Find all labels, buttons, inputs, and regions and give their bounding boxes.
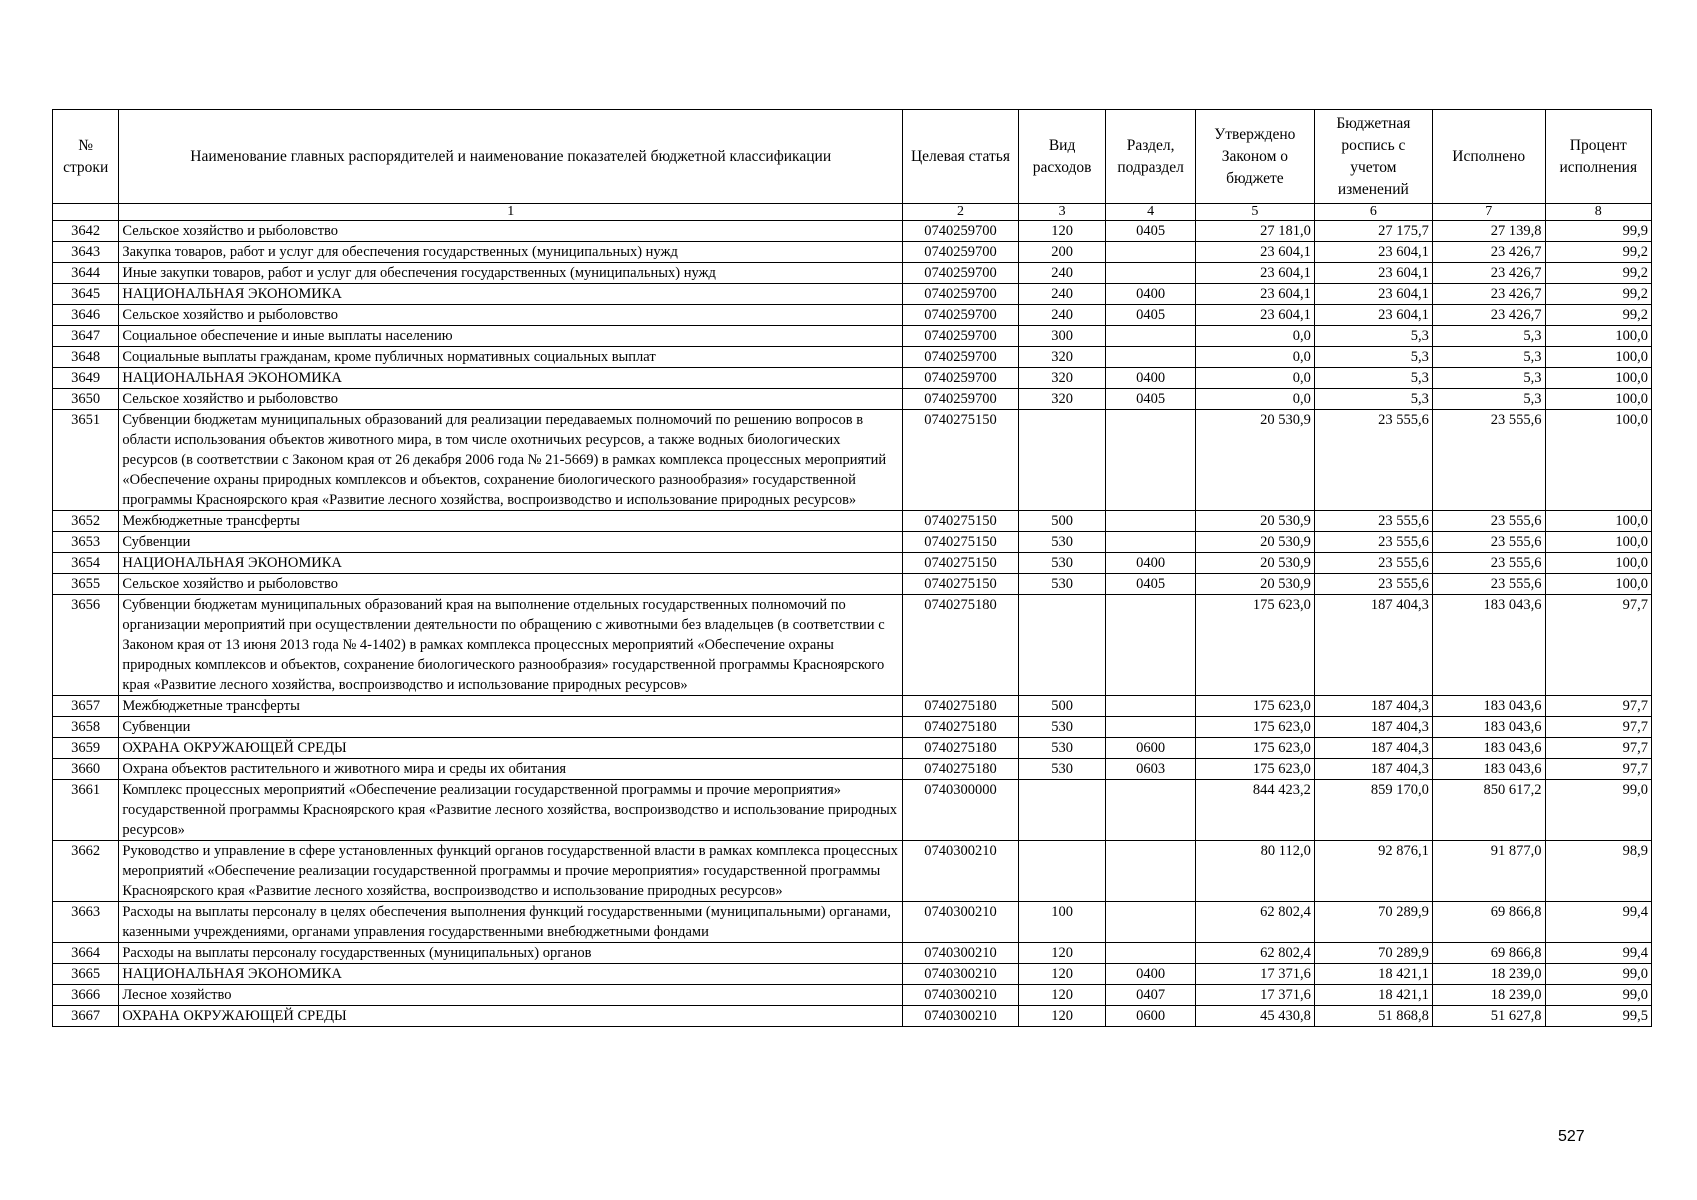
row-executed-cell: 183 043,6 <box>1432 759 1545 780</box>
row-percent-cell: 97,7 <box>1545 759 1651 780</box>
row-schedule-cell: 27 175,7 <box>1314 221 1432 242</box>
row-section-cell: 0603 <box>1106 759 1196 780</box>
row-number-cell: 3654 <box>53 553 119 574</box>
row-approved-cell: 23 604,1 <box>1195 242 1314 263</box>
row-name-cell: ОХРАНА ОКРУЖАЮЩЕЙ СРЕДЫ <box>119 738 903 759</box>
table-header-row <box>53 110 1652 204</box>
row-expense-kind-cell: 120 <box>1018 943 1105 964</box>
row-schedule-cell: 187 404,3 <box>1314 759 1432 780</box>
row-section-cell: 0405 <box>1106 389 1196 410</box>
row-number-cell: 3656 <box>53 595 119 696</box>
row-expense-kind-cell: 120 <box>1018 221 1105 242</box>
row-name-cell: Руководство и управление в сфере установленных функций органов государственной власти в рамках комплекса процессных мероприятий «Обеспечение реализации государственной программы и прочие мероприятия» государственной программы Красноярского края «Развитие лесного хозяйства, воспроизводство и использование природных ресурсов» <box>119 841 903 902</box>
row-number-cell: 3660 <box>53 759 119 780</box>
header-section: Раздел, подраздел <box>1106 110 1196 204</box>
row-name-cell: НАЦИОНАЛЬНАЯ ЭКОНОМИКА <box>119 368 903 389</box>
row-name-cell: Социальное обеспечение и иные выплаты населению <box>119 326 903 347</box>
row-section-cell <box>1106 595 1196 696</box>
row-schedule-cell: 23 604,1 <box>1314 305 1432 326</box>
column-index: 2 <box>903 204 1019 221</box>
column-index-row <box>53 204 1652 221</box>
row-expense-kind-cell: 200 <box>1018 242 1105 263</box>
row-schedule-cell: 23 604,1 <box>1314 284 1432 305</box>
row-target-article-cell: 0740275180 <box>903 595 1019 696</box>
row-target-article-cell: 0740259700 <box>903 305 1019 326</box>
row-target-article-cell: 0740259700 <box>903 242 1019 263</box>
row-approved-cell: 62 802,4 <box>1195 902 1314 943</box>
row-percent-cell: 100,0 <box>1545 511 1651 532</box>
row-name-cell: Субвенции бюджетам муниципальных образований для реализации передаваемых полномочий по решению вопросов в области использования объектов животного мира, в том числе охотничьих ресурсов, а также водных биологических ресурсов (в соответствии с Законом края от 26 декабря 2006 года № 21-5669) в рамках комплекса процессных мероприятий «Обеспечение охраны природных комплексов и объектов, сохранение биологического разнообразия» государственной программы Красноярского края «Развитие лесного хозяйства, воспроизводство и использование природных ресурсов» <box>119 410 903 511</box>
table-row <box>53 964 1652 985</box>
row-schedule-cell: 51 868,8 <box>1314 1006 1432 1027</box>
row-section-cell: 0407 <box>1106 985 1196 1006</box>
table-row <box>53 759 1652 780</box>
row-schedule-cell: 18 421,1 <box>1314 985 1432 1006</box>
table-row <box>53 221 1652 242</box>
row-expense-kind-cell <box>1018 780 1105 841</box>
row-percent-cell: 99,4 <box>1545 902 1651 943</box>
row-percent-cell: 97,7 <box>1545 595 1651 696</box>
row-percent-cell: 99,0 <box>1545 964 1651 985</box>
row-executed-cell: 5,3 <box>1432 389 1545 410</box>
row-name-cell: Сельское хозяйство и рыболовство <box>119 389 903 410</box>
row-expense-kind-cell: 530 <box>1018 738 1105 759</box>
row-expense-kind-cell: 320 <box>1018 347 1105 368</box>
row-executed-cell: 51 627,8 <box>1432 1006 1545 1027</box>
row-section-cell: 0600 <box>1106 738 1196 759</box>
row-expense-kind-cell: 100 <box>1018 902 1105 943</box>
row-target-article-cell: 0740300210 <box>903 985 1019 1006</box>
row-expense-kind-cell: 120 <box>1018 1006 1105 1027</box>
row-executed-cell: 5,3 <box>1432 347 1545 368</box>
row-schedule-cell: 187 404,3 <box>1314 696 1432 717</box>
row-approved-cell: 27 181,0 <box>1195 221 1314 242</box>
budget-execution-table <box>52 109 1652 1027</box>
row-name-cell: ОХРАНА ОКРУЖАЮЩЕЙ СРЕДЫ <box>119 1006 903 1027</box>
row-target-article-cell: 0740300210 <box>903 964 1019 985</box>
row-name-cell: НАЦИОНАЛЬНАЯ ЭКОНОМИКА <box>119 964 903 985</box>
row-expense-kind-cell: 530 <box>1018 574 1105 595</box>
row-expense-kind-cell: 530 <box>1018 553 1105 574</box>
row-expense-kind-cell <box>1018 595 1105 696</box>
row-executed-cell: 23 555,6 <box>1432 410 1545 511</box>
row-expense-kind-cell: 320 <box>1018 389 1105 410</box>
row-number-cell: 3657 <box>53 696 119 717</box>
table-row <box>53 305 1652 326</box>
row-number-cell: 3664 <box>53 943 119 964</box>
row-percent-cell: 100,0 <box>1545 574 1651 595</box>
row-target-article-cell: 0740300210 <box>903 841 1019 902</box>
table-row <box>53 595 1652 696</box>
row-section-cell <box>1106 410 1196 511</box>
row-schedule-cell: 187 404,3 <box>1314 595 1432 696</box>
row-name-cell: Комплекс процессных мероприятий «Обеспечение реализации государственной программы и прочие мероприятия» государственной программы Красноярского края «Развитие лесного хозяйства, воспроизводство и использование природных ресурсов» <box>119 780 903 841</box>
row-approved-cell: 844 423,2 <box>1195 780 1314 841</box>
row-schedule-cell: 187 404,3 <box>1314 717 1432 738</box>
row-target-article-cell: 0740259700 <box>903 326 1019 347</box>
row-executed-cell: 5,3 <box>1432 326 1545 347</box>
row-approved-cell: 17 371,6 <box>1195 964 1314 985</box>
row-executed-cell: 18 239,0 <box>1432 985 1545 1006</box>
column-index: 7 <box>1432 204 1545 221</box>
row-section-cell: 0405 <box>1106 221 1196 242</box>
row-number-cell: 3652 <box>53 511 119 532</box>
row-section-cell <box>1106 717 1196 738</box>
row-percent-cell: 99,2 <box>1545 263 1651 284</box>
table-row <box>53 902 1652 943</box>
row-target-article-cell: 0740275150 <box>903 532 1019 553</box>
row-percent-cell: 100,0 <box>1545 553 1651 574</box>
row-target-article-cell: 0740259700 <box>903 284 1019 305</box>
row-schedule-cell: 70 289,9 <box>1314 943 1432 964</box>
row-executed-cell: 23 555,6 <box>1432 532 1545 553</box>
row-percent-cell: 100,0 <box>1545 326 1651 347</box>
row-approved-cell: 0,0 <box>1195 368 1314 389</box>
row-name-cell: НАЦИОНАЛЬНАЯ ЭКОНОМИКА <box>119 553 903 574</box>
row-number-cell: 3655 <box>53 574 119 595</box>
row-section-cell: 0400 <box>1106 964 1196 985</box>
row-name-cell: Закупка товаров, работ и услуг для обеспечения государственных (муниципальных) нужд <box>119 242 903 263</box>
row-schedule-cell: 92 876,1 <box>1314 841 1432 902</box>
row-schedule-cell: 23 555,6 <box>1314 410 1432 511</box>
column-index: 5 <box>1195 204 1314 221</box>
table-row <box>53 242 1652 263</box>
row-approved-cell: 80 112,0 <box>1195 841 1314 902</box>
row-expense-kind-cell <box>1018 841 1105 902</box>
row-target-article-cell: 0740300210 <box>903 1006 1019 1027</box>
row-percent-cell: 99,2 <box>1545 284 1651 305</box>
row-executed-cell: 23 555,6 <box>1432 574 1545 595</box>
row-target-article-cell: 0740300210 <box>903 902 1019 943</box>
row-percent-cell: 99,0 <box>1545 985 1651 1006</box>
row-section-cell <box>1106 263 1196 284</box>
row-target-article-cell: 0740275180 <box>903 696 1019 717</box>
row-section-cell: 0405 <box>1106 305 1196 326</box>
row-name-cell: Охрана объектов растительного и животного мира и среды их обитания <box>119 759 903 780</box>
row-approved-cell: 62 802,4 <box>1195 943 1314 964</box>
row-executed-cell: 23 426,7 <box>1432 263 1545 284</box>
row-name-cell: Расходы на выплаты персоналу государственных (муниципальных) органов <box>119 943 903 964</box>
row-number-cell: 3663 <box>53 902 119 943</box>
header-budget-schedule: Бюджетная роспись с учетом изменений <box>1314 110 1432 204</box>
row-section-cell <box>1106 943 1196 964</box>
row-name-cell: Субвенции бюджетам муниципальных образований края на выполнение отдельных государственных полномочий по организации мероприятий при осуществлении деятельности по обращению с животными без владельцев (в соответствии с Законом края от 13 июня 2013 года № 4-1402) в рамках комплекса процессных мероприятий «Обеспечение охраны природных комплексов и объектов, сохранение биологического разнообразия» государственной программы Красноярского края «Развитие лесного хозяйства, воспроизводство и использование природных ресурсов» <box>119 595 903 696</box>
row-name-cell: НАЦИОНАЛЬНАЯ ЭКОНОМИКА <box>119 284 903 305</box>
row-approved-cell: 175 623,0 <box>1195 696 1314 717</box>
row-percent-cell: 100,0 <box>1545 389 1651 410</box>
row-schedule-cell: 18 421,1 <box>1314 964 1432 985</box>
row-schedule-cell: 23 555,6 <box>1314 511 1432 532</box>
row-name-cell: Лесное хозяйство <box>119 985 903 1006</box>
row-schedule-cell: 5,3 <box>1314 368 1432 389</box>
row-number-cell: 3643 <box>53 242 119 263</box>
table-row <box>53 841 1652 902</box>
column-index: 8 <box>1545 204 1651 221</box>
row-schedule-cell: 23 604,1 <box>1314 263 1432 284</box>
table-row <box>53 263 1652 284</box>
row-target-article-cell: 0740275180 <box>903 717 1019 738</box>
row-approved-cell: 17 371,6 <box>1195 985 1314 1006</box>
row-section-cell: 0400 <box>1106 284 1196 305</box>
row-expense-kind-cell: 500 <box>1018 696 1105 717</box>
row-name-cell: Сельское хозяйство и рыболовство <box>119 221 903 242</box>
row-approved-cell: 20 530,9 <box>1195 532 1314 553</box>
row-number-cell: 3666 <box>53 985 119 1006</box>
row-executed-cell: 23 555,6 <box>1432 511 1545 532</box>
row-name-cell: Иные закупки товаров, работ и услуг для обеспечения государственных (муниципальных) нужд <box>119 263 903 284</box>
row-target-article-cell: 0740275180 <box>903 759 1019 780</box>
row-number-cell: 3667 <box>53 1006 119 1027</box>
row-executed-cell: 69 866,8 <box>1432 902 1545 943</box>
row-section-cell: 0405 <box>1106 574 1196 595</box>
row-number-cell: 3650 <box>53 389 119 410</box>
row-name-cell: Социальные выплаты гражданам, кроме публичных нормативных социальных выплат <box>119 347 903 368</box>
row-executed-cell: 5,3 <box>1432 368 1545 389</box>
row-approved-cell: 175 623,0 <box>1195 595 1314 696</box>
row-schedule-cell: 23 555,6 <box>1314 574 1432 595</box>
row-executed-cell: 23 426,7 <box>1432 305 1545 326</box>
row-section-cell: 0400 <box>1106 368 1196 389</box>
row-number-cell: 3659 <box>53 738 119 759</box>
row-section-cell <box>1106 532 1196 553</box>
row-number-cell: 3661 <box>53 780 119 841</box>
row-expense-kind-cell: 240 <box>1018 305 1105 326</box>
row-target-article-cell: 0740275150 <box>903 574 1019 595</box>
row-section-cell <box>1106 902 1196 943</box>
row-expense-kind-cell: 240 <box>1018 263 1105 284</box>
row-percent-cell: 100,0 <box>1545 368 1651 389</box>
row-number-cell: 3648 <box>53 347 119 368</box>
table-row <box>53 389 1652 410</box>
row-target-article-cell: 0740259700 <box>903 368 1019 389</box>
table-row <box>53 532 1652 553</box>
row-name-cell: Субвенции <box>119 532 903 553</box>
table-body <box>53 221 1652 1027</box>
row-approved-cell: 175 623,0 <box>1195 759 1314 780</box>
row-executed-cell: 91 877,0 <box>1432 841 1545 902</box>
table-row <box>53 738 1652 759</box>
column-index: 1 <box>119 204 903 221</box>
row-expense-kind-cell: 300 <box>1018 326 1105 347</box>
row-approved-cell: 20 530,9 <box>1195 410 1314 511</box>
header-percent: Процент исполнения <box>1545 110 1651 204</box>
row-approved-cell: 175 623,0 <box>1195 717 1314 738</box>
table-row <box>53 347 1652 368</box>
table-row <box>53 985 1652 1006</box>
table-row <box>53 717 1652 738</box>
row-number-cell: 3645 <box>53 284 119 305</box>
table-row <box>53 696 1652 717</box>
header-row-number: № строки <box>53 110 119 204</box>
row-section-cell: 0600 <box>1106 1006 1196 1027</box>
row-schedule-cell: 23 555,6 <box>1314 532 1432 553</box>
table-row <box>53 410 1652 511</box>
row-section-cell <box>1106 326 1196 347</box>
row-target-article-cell: 0740300000 <box>903 780 1019 841</box>
row-schedule-cell: 5,3 <box>1314 347 1432 368</box>
row-target-article-cell: 0740259700 <box>903 347 1019 368</box>
row-target-article-cell: 0740275150 <box>903 553 1019 574</box>
row-target-article-cell: 0740275180 <box>903 738 1019 759</box>
row-percent-cell: 100,0 <box>1545 532 1651 553</box>
row-approved-cell: 20 530,9 <box>1195 574 1314 595</box>
row-expense-kind-cell: 500 <box>1018 511 1105 532</box>
row-percent-cell: 97,7 <box>1545 738 1651 759</box>
row-schedule-cell: 187 404,3 <box>1314 738 1432 759</box>
row-expense-kind-cell: 240 <box>1018 284 1105 305</box>
row-expense-kind-cell: 530 <box>1018 532 1105 553</box>
row-percent-cell: 97,7 <box>1545 717 1651 738</box>
row-executed-cell: 183 043,6 <box>1432 738 1545 759</box>
table-row <box>53 780 1652 841</box>
row-percent-cell: 100,0 <box>1545 410 1651 511</box>
row-name-cell: Межбюджетные трансферты <box>119 696 903 717</box>
row-executed-cell: 27 139,8 <box>1432 221 1545 242</box>
row-number-cell: 3649 <box>53 368 119 389</box>
row-approved-cell: 175 623,0 <box>1195 738 1314 759</box>
table-row <box>53 511 1652 532</box>
row-approved-cell: 0,0 <box>1195 347 1314 368</box>
header-name: Наименование главных распорядителей и наименование показателей бюджетной классификации <box>119 110 903 204</box>
row-executed-cell: 23 426,7 <box>1432 284 1545 305</box>
row-target-article-cell: 0740300210 <box>903 943 1019 964</box>
row-section-cell <box>1106 780 1196 841</box>
row-schedule-cell: 23 604,1 <box>1314 242 1432 263</box>
row-section-cell <box>1106 511 1196 532</box>
page-number: 527 <box>1558 1128 1585 1145</box>
row-executed-cell: 23 426,7 <box>1432 242 1545 263</box>
row-number-cell: 3653 <box>53 532 119 553</box>
row-percent-cell: 97,7 <box>1545 696 1651 717</box>
table-row <box>53 284 1652 305</box>
table-row <box>53 943 1652 964</box>
row-number-cell: 3644 <box>53 263 119 284</box>
row-section-cell <box>1106 696 1196 717</box>
row-number-cell: 3647 <box>53 326 119 347</box>
row-approved-cell: 20 530,9 <box>1195 553 1314 574</box>
row-approved-cell: 23 604,1 <box>1195 263 1314 284</box>
row-number-cell: 3658 <box>53 717 119 738</box>
table-row <box>53 574 1652 595</box>
row-section-cell <box>1106 841 1196 902</box>
row-section-cell <box>1106 242 1196 263</box>
table-row <box>53 553 1652 574</box>
row-percent-cell: 99,5 <box>1545 1006 1651 1027</box>
row-name-cell: Межбюджетные трансферты <box>119 511 903 532</box>
row-schedule-cell: 5,3 <box>1314 389 1432 410</box>
row-executed-cell: 18 239,0 <box>1432 964 1545 985</box>
row-expense-kind-cell: 120 <box>1018 985 1105 1006</box>
row-schedule-cell: 859 170,0 <box>1314 780 1432 841</box>
row-approved-cell: 0,0 <box>1195 389 1314 410</box>
row-target-article-cell: 0740259700 <box>903 263 1019 284</box>
row-approved-cell: 45 430,8 <box>1195 1006 1314 1027</box>
table-row <box>53 368 1652 389</box>
row-number-cell: 3642 <box>53 221 119 242</box>
row-number-cell: 3665 <box>53 964 119 985</box>
row-name-cell: Сельское хозяйство и рыболовство <box>119 574 903 595</box>
row-percent-cell: 100,0 <box>1545 347 1651 368</box>
row-expense-kind-cell: 530 <box>1018 717 1105 738</box>
table-row <box>53 326 1652 347</box>
row-approved-cell: 23 604,1 <box>1195 284 1314 305</box>
row-number-cell: 3651 <box>53 410 119 511</box>
row-expense-kind-cell: 530 <box>1018 759 1105 780</box>
row-executed-cell: 23 555,6 <box>1432 553 1545 574</box>
row-percent-cell: 99,2 <box>1545 305 1651 326</box>
row-number-cell: 3662 <box>53 841 119 902</box>
table-row <box>53 1006 1652 1027</box>
row-expense-kind-cell: 320 <box>1018 368 1105 389</box>
row-name-cell: Сельское хозяйство и рыболовство <box>119 305 903 326</box>
row-schedule-cell: 70 289,9 <box>1314 902 1432 943</box>
row-number-cell: 3646 <box>53 305 119 326</box>
row-name-cell: Субвенции <box>119 717 903 738</box>
row-percent-cell: 99,2 <box>1545 242 1651 263</box>
row-target-article-cell: 0740275150 <box>903 410 1019 511</box>
row-executed-cell: 183 043,6 <box>1432 595 1545 696</box>
row-approved-cell: 20 530,9 <box>1195 511 1314 532</box>
row-percent-cell: 99,9 <box>1545 221 1651 242</box>
row-schedule-cell: 5,3 <box>1314 326 1432 347</box>
row-approved-cell: 23 604,1 <box>1195 305 1314 326</box>
header-target-article: Целевая статья <box>903 110 1019 204</box>
row-expense-kind-cell: 120 <box>1018 964 1105 985</box>
row-schedule-cell: 23 555,6 <box>1314 553 1432 574</box>
header-expense-kind: Вид расходов <box>1018 110 1105 204</box>
row-section-cell <box>1106 347 1196 368</box>
row-percent-cell: 99,4 <box>1545 943 1651 964</box>
row-name-cell: Расходы на выплаты персоналу в целях обеспечения выполнения функций государственными (муниципальными) органами, казенными учреждениями, органами управления государственными внебюджетными фондами <box>119 902 903 943</box>
row-executed-cell: 183 043,6 <box>1432 717 1545 738</box>
row-percent-cell: 98,9 <box>1545 841 1651 902</box>
column-index: 6 <box>1314 204 1432 221</box>
header-executed: Исполнено <box>1432 110 1545 204</box>
column-index: 4 <box>1106 204 1196 221</box>
row-percent-cell: 99,0 <box>1545 780 1651 841</box>
row-expense-kind-cell <box>1018 410 1105 511</box>
column-index-blank <box>53 204 119 221</box>
header-approved: Утверждено Законом о бюджете <box>1195 110 1314 204</box>
row-target-article-cell: 0740275150 <box>903 511 1019 532</box>
row-target-article-cell: 0740259700 <box>903 221 1019 242</box>
row-section-cell: 0400 <box>1106 553 1196 574</box>
row-executed-cell: 183 043,6 <box>1432 696 1545 717</box>
row-executed-cell: 850 617,2 <box>1432 780 1545 841</box>
row-target-article-cell: 0740259700 <box>903 389 1019 410</box>
row-executed-cell: 69 866,8 <box>1432 943 1545 964</box>
column-index: 3 <box>1018 204 1105 221</box>
row-approved-cell: 0,0 <box>1195 326 1314 347</box>
